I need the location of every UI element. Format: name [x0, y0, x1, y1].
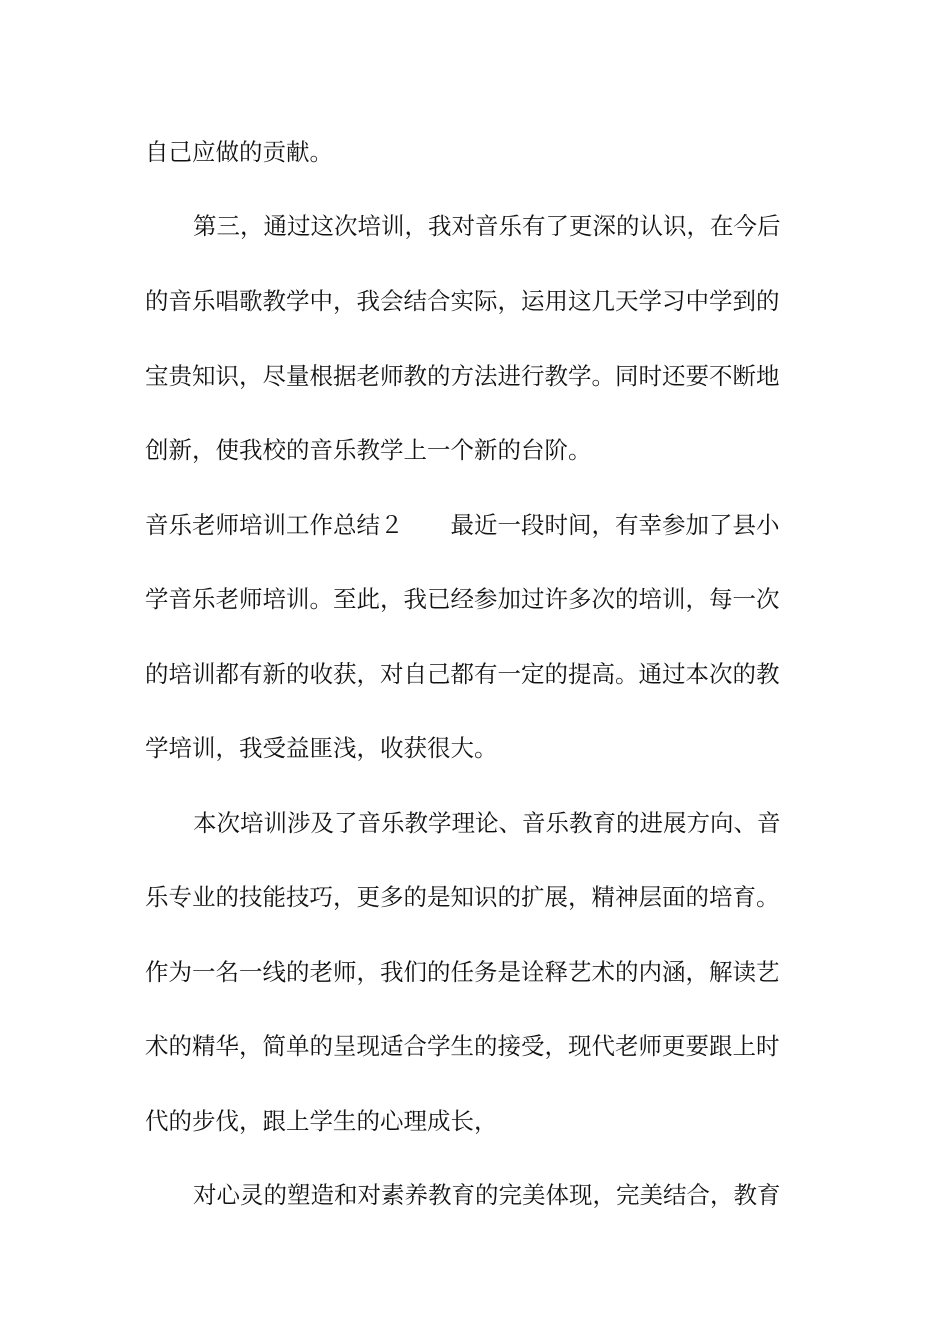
section-heading-line: 音乐老师培训工作总结２ 最近一段时间，有幸参加了县小 [145, 511, 780, 539]
text-line: 术的精华，简单的呈现适合学生的接受，现代老师更要跟上时 [145, 1032, 780, 1060]
text-line: 的培训都有新的收获，对自己都有一定的提高。通过本次的教 [145, 660, 780, 688]
text-line: 的音乐唱歌教学中，我会结合实际，运用这几天学习中学到的 [145, 287, 780, 315]
text-line: 自己应做的贡献。 [145, 138, 333, 166]
text-line: 乐专业的技能技巧，更多的是知识的扩展，精神层面的培育。 [145, 883, 780, 911]
paragraph-line: 本次培训涉及了音乐教学理论、音乐教育的进展方向、音 [193, 809, 781, 837]
text-line: 学音乐老师培训。至此，我已经参加过许多次的培训，每一次 [145, 585, 780, 613]
text-line: 宝贵知识，尽量根据老师教的方法进行教学。同时还要不断地 [145, 362, 780, 390]
paragraph-line: 对心灵的塑造和对素养教育的完美体现，完美结合，教育 [193, 1181, 781, 1209]
text-line: 学培训，我受益匪浅，收获很大。 [145, 734, 498, 762]
text-line: 作为一名一线的老师，我们的任务是诠释艺术的内涵，解读艺 [145, 958, 780, 986]
paragraph-line: 第三，通过这次培训，我对音乐有了更深的认识，在今后 [193, 212, 781, 240]
text-line: 代的步伐，跟上学生的心理成长， [145, 1107, 498, 1135]
text-line: 创新，使我校的音乐教学上一个新的台阶。 [145, 436, 592, 464]
